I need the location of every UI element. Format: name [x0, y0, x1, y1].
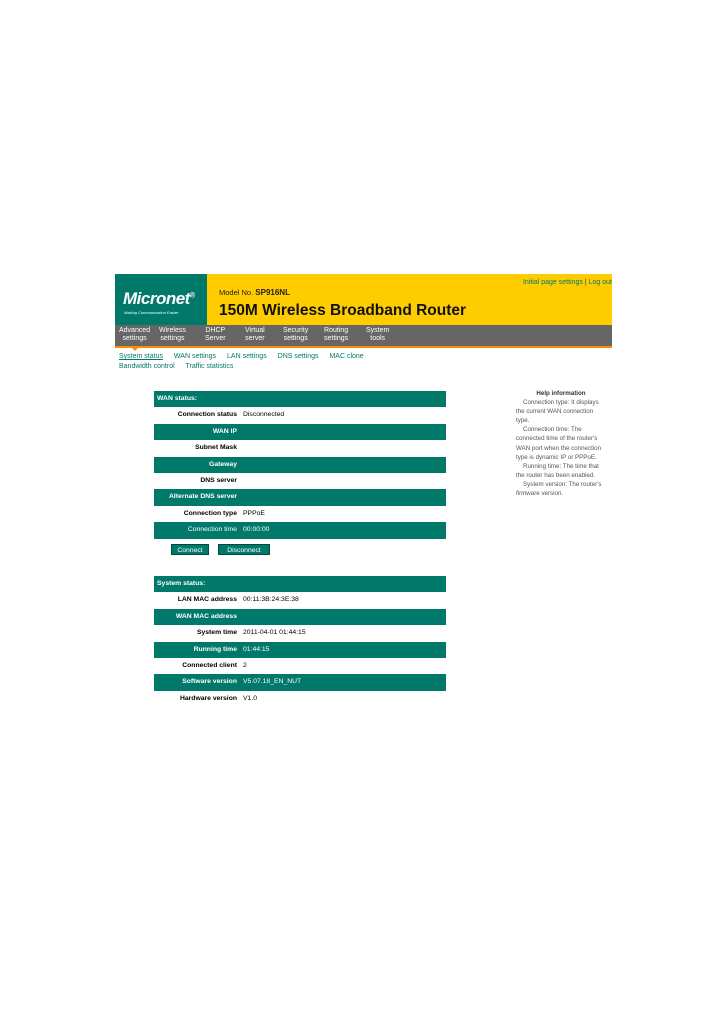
- submenu-bandwidth-control[interactable]: Bandwidth control: [119, 363, 175, 370]
- table-row: [154, 424, 446, 440]
- system-time-label: System time: [196, 629, 237, 637]
- table-row: [154, 592, 446, 608]
- product-title: 150M Wireless Broadband Router: [219, 302, 467, 319]
- submenu-wan-settings[interactable]: WAN settings: [173, 353, 217, 360]
- main-menu: [115, 325, 612, 348]
- wan-status-header: [154, 391, 446, 407]
- connection-status-value: Disconnected: [243, 411, 285, 419]
- submenu-dns-settings[interactable]: DNS settings: [277, 353, 319, 360]
- system-status-table: [154, 576, 446, 707]
- help-running-time: Running time: The time that the router has been enabled.: [516, 462, 599, 479]
- table-row: [154, 642, 446, 658]
- system-time-value: 2011-04-01 01:44:15: [243, 629, 306, 637]
- logout-link[interactable]: Log out: [588, 279, 612, 286]
- logo-text: Micronet®: [123, 289, 195, 308]
- menu-advanced-settings[interactable]: Advanced settings: [119, 327, 151, 342]
- wan-status-table: [154, 391, 446, 539]
- help-system-version: System version: The router's firmware version.: [516, 480, 602, 498]
- submenu: [119, 352, 379, 372]
- logo: [115, 274, 207, 325]
- submenu-traffic-statistics[interactable]: Traffic statistics: [185, 363, 234, 370]
- menu-dhcp-server[interactable]: DHCP Server: [205, 327, 226, 342]
- connect-button[interactable]: Connect: [171, 544, 209, 555]
- link-separator: |: [584, 279, 587, 286]
- subnet-mask-label: Subnet Mask: [195, 444, 237, 452]
- connected-client-label: Connected client: [182, 661, 237, 669]
- active-menu-indicator-icon: [132, 348, 138, 351]
- hardware-version-label: Hardware version: [179, 694, 237, 702]
- table-row: [154, 625, 446, 641]
- help-title: Help information: [536, 390, 586, 397]
- table-row: [154, 489, 446, 505]
- menu-wireless-settings[interactable]: Wireless settings: [159, 327, 186, 342]
- gateway-label: Gateway: [209, 460, 237, 468]
- menu-security-settings[interactable]: Security settings: [283, 327, 309, 342]
- menu-system-tools[interactable]: System tools: [366, 327, 390, 342]
- table-row: [154, 691, 446, 707]
- help-panel: [516, 389, 606, 498]
- connection-type-value: PPPoE: [243, 509, 265, 517]
- model-number: SP916NL: [255, 288, 290, 297]
- table-row: [154, 440, 446, 456]
- system-status-title: System status:: [157, 580, 206, 587]
- header-banner: [207, 274, 612, 325]
- submenu-system-status[interactable]: System status: [119, 353, 163, 360]
- table-row: [154, 658, 446, 674]
- wan-mac-label: WAN MAC address: [175, 612, 237, 620]
- table-row: [154, 522, 446, 538]
- connection-type-label: Connection type: [183, 509, 237, 517]
- connection-status-label: Connection status: [177, 411, 237, 419]
- top-links: [523, 279, 612, 286]
- lan-mac-label: LAN MAC address: [177, 596, 237, 604]
- connection-time-value: 00:00:00: [243, 526, 270, 534]
- table-row: [154, 674, 446, 690]
- table-row: [154, 506, 446, 522]
- table-row: [154, 407, 446, 423]
- wan-ip-label: WAN IP: [212, 427, 237, 435]
- hardware-version-value: V1.0: [243, 694, 257, 702]
- disconnect-button[interactable]: Disconnect: [218, 544, 270, 555]
- system-status-header: [154, 576, 446, 592]
- dns-server-label: DNS server: [200, 476, 237, 484]
- wan-status-title: WAN status:: [157, 395, 198, 402]
- running-time-label: Running time: [193, 645, 237, 653]
- help-connection-time: Connection time: The connected time of the router's WAN port when the connection type is dynamic IP or PPPoE.: [516, 426, 602, 461]
- table-row: [154, 457, 446, 473]
- connection-time-label: Connection time: [187, 526, 237, 534]
- submenu-lan-settings[interactable]: LAN settings: [227, 353, 267, 360]
- model-line: [219, 288, 290, 297]
- software-version-value: V5.07.18_EN_NUT: [243, 678, 302, 686]
- model-prefix: Model No.: [219, 288, 254, 297]
- alt-dns-server-label: Alternate DNS server: [169, 493, 237, 501]
- menu-virtual-server[interactable]: Virtual server: [245, 327, 265, 342]
- lan-mac-value: 00:11:3B:24:3E:38: [243, 596, 299, 604]
- help-connection-type: Connection type: It displays the current WAN connection type.: [516, 399, 599, 425]
- logo-tagline: Making Communication Easier: [124, 310, 179, 315]
- menu-routing-settings[interactable]: Routing settings: [324, 327, 349, 342]
- table-row: [154, 609, 446, 625]
- connected-client-value: 2: [243, 661, 247, 669]
- running-time-value: 01:44:15: [243, 645, 270, 653]
- submenu-mac-clone[interactable]: MAC clone: [329, 353, 364, 360]
- table-row: [154, 473, 446, 489]
- software-version-label: Software version: [182, 678, 237, 686]
- initial-settings-link[interactable]: Initial page settings: [522, 279, 583, 286]
